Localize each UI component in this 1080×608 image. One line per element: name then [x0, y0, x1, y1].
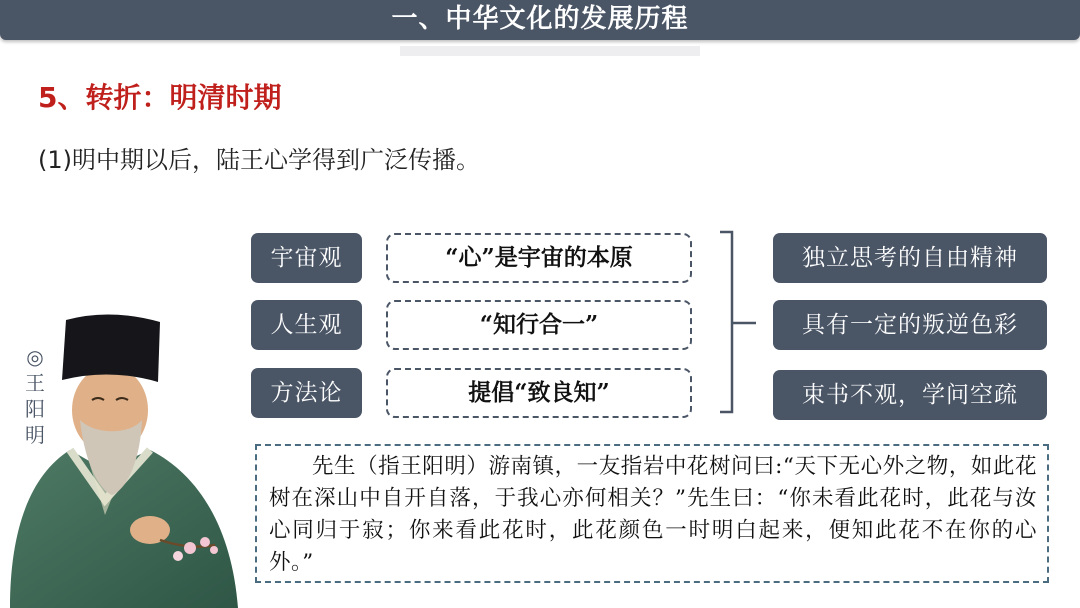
faded-subtitle-artifact	[400, 44, 720, 58]
caption-mark: ◎	[26, 345, 44, 369]
quote-text: 先生（指王阳明）游南镇，一友指岩中花树问曰:“天下无心外之物，如此花树在深山中自开自落，于我心亦何相关？”先生曰：“你未看此花时，此花与汝心同归于寂；你来看此花时，此花颜色一时明白起来，便知此花不在你的心外。”	[269, 454, 1037, 575]
idea-box-life-view: “知行合一”	[386, 300, 692, 350]
category-tag-methodology: 方法论	[251, 368, 362, 418]
category-tag-cosmology: 宇宙观	[251, 233, 362, 283]
evaluation-tag-2: 具有一定的叛逆色彩	[773, 300, 1047, 350]
portrait-caption	[22, 344, 48, 448]
quote-box	[255, 444, 1049, 583]
bracket-connector	[718, 230, 758, 416]
idea-box-cosmology: “心”是宇宙的本原	[386, 233, 692, 283]
section-point: (1)明中期以后，陆王心学得到广泛传播。	[38, 146, 480, 174]
page-title: 一、中华文化的发展历程	[391, 4, 689, 34]
evaluation-tag-1: 独立思考的自由精神	[773, 233, 1047, 283]
section-title: 5、转折：明清时期	[38, 81, 282, 114]
evaluation-tag-3: 束书不观，学问空疏	[773, 370, 1047, 420]
ghost-text-shape	[400, 44, 720, 58]
idea-box-methodology: 提倡“致良知”	[386, 368, 692, 418]
category-tag-life-view: 人生观	[251, 300, 362, 350]
caption-name: 王 阳 明	[25, 371, 45, 447]
